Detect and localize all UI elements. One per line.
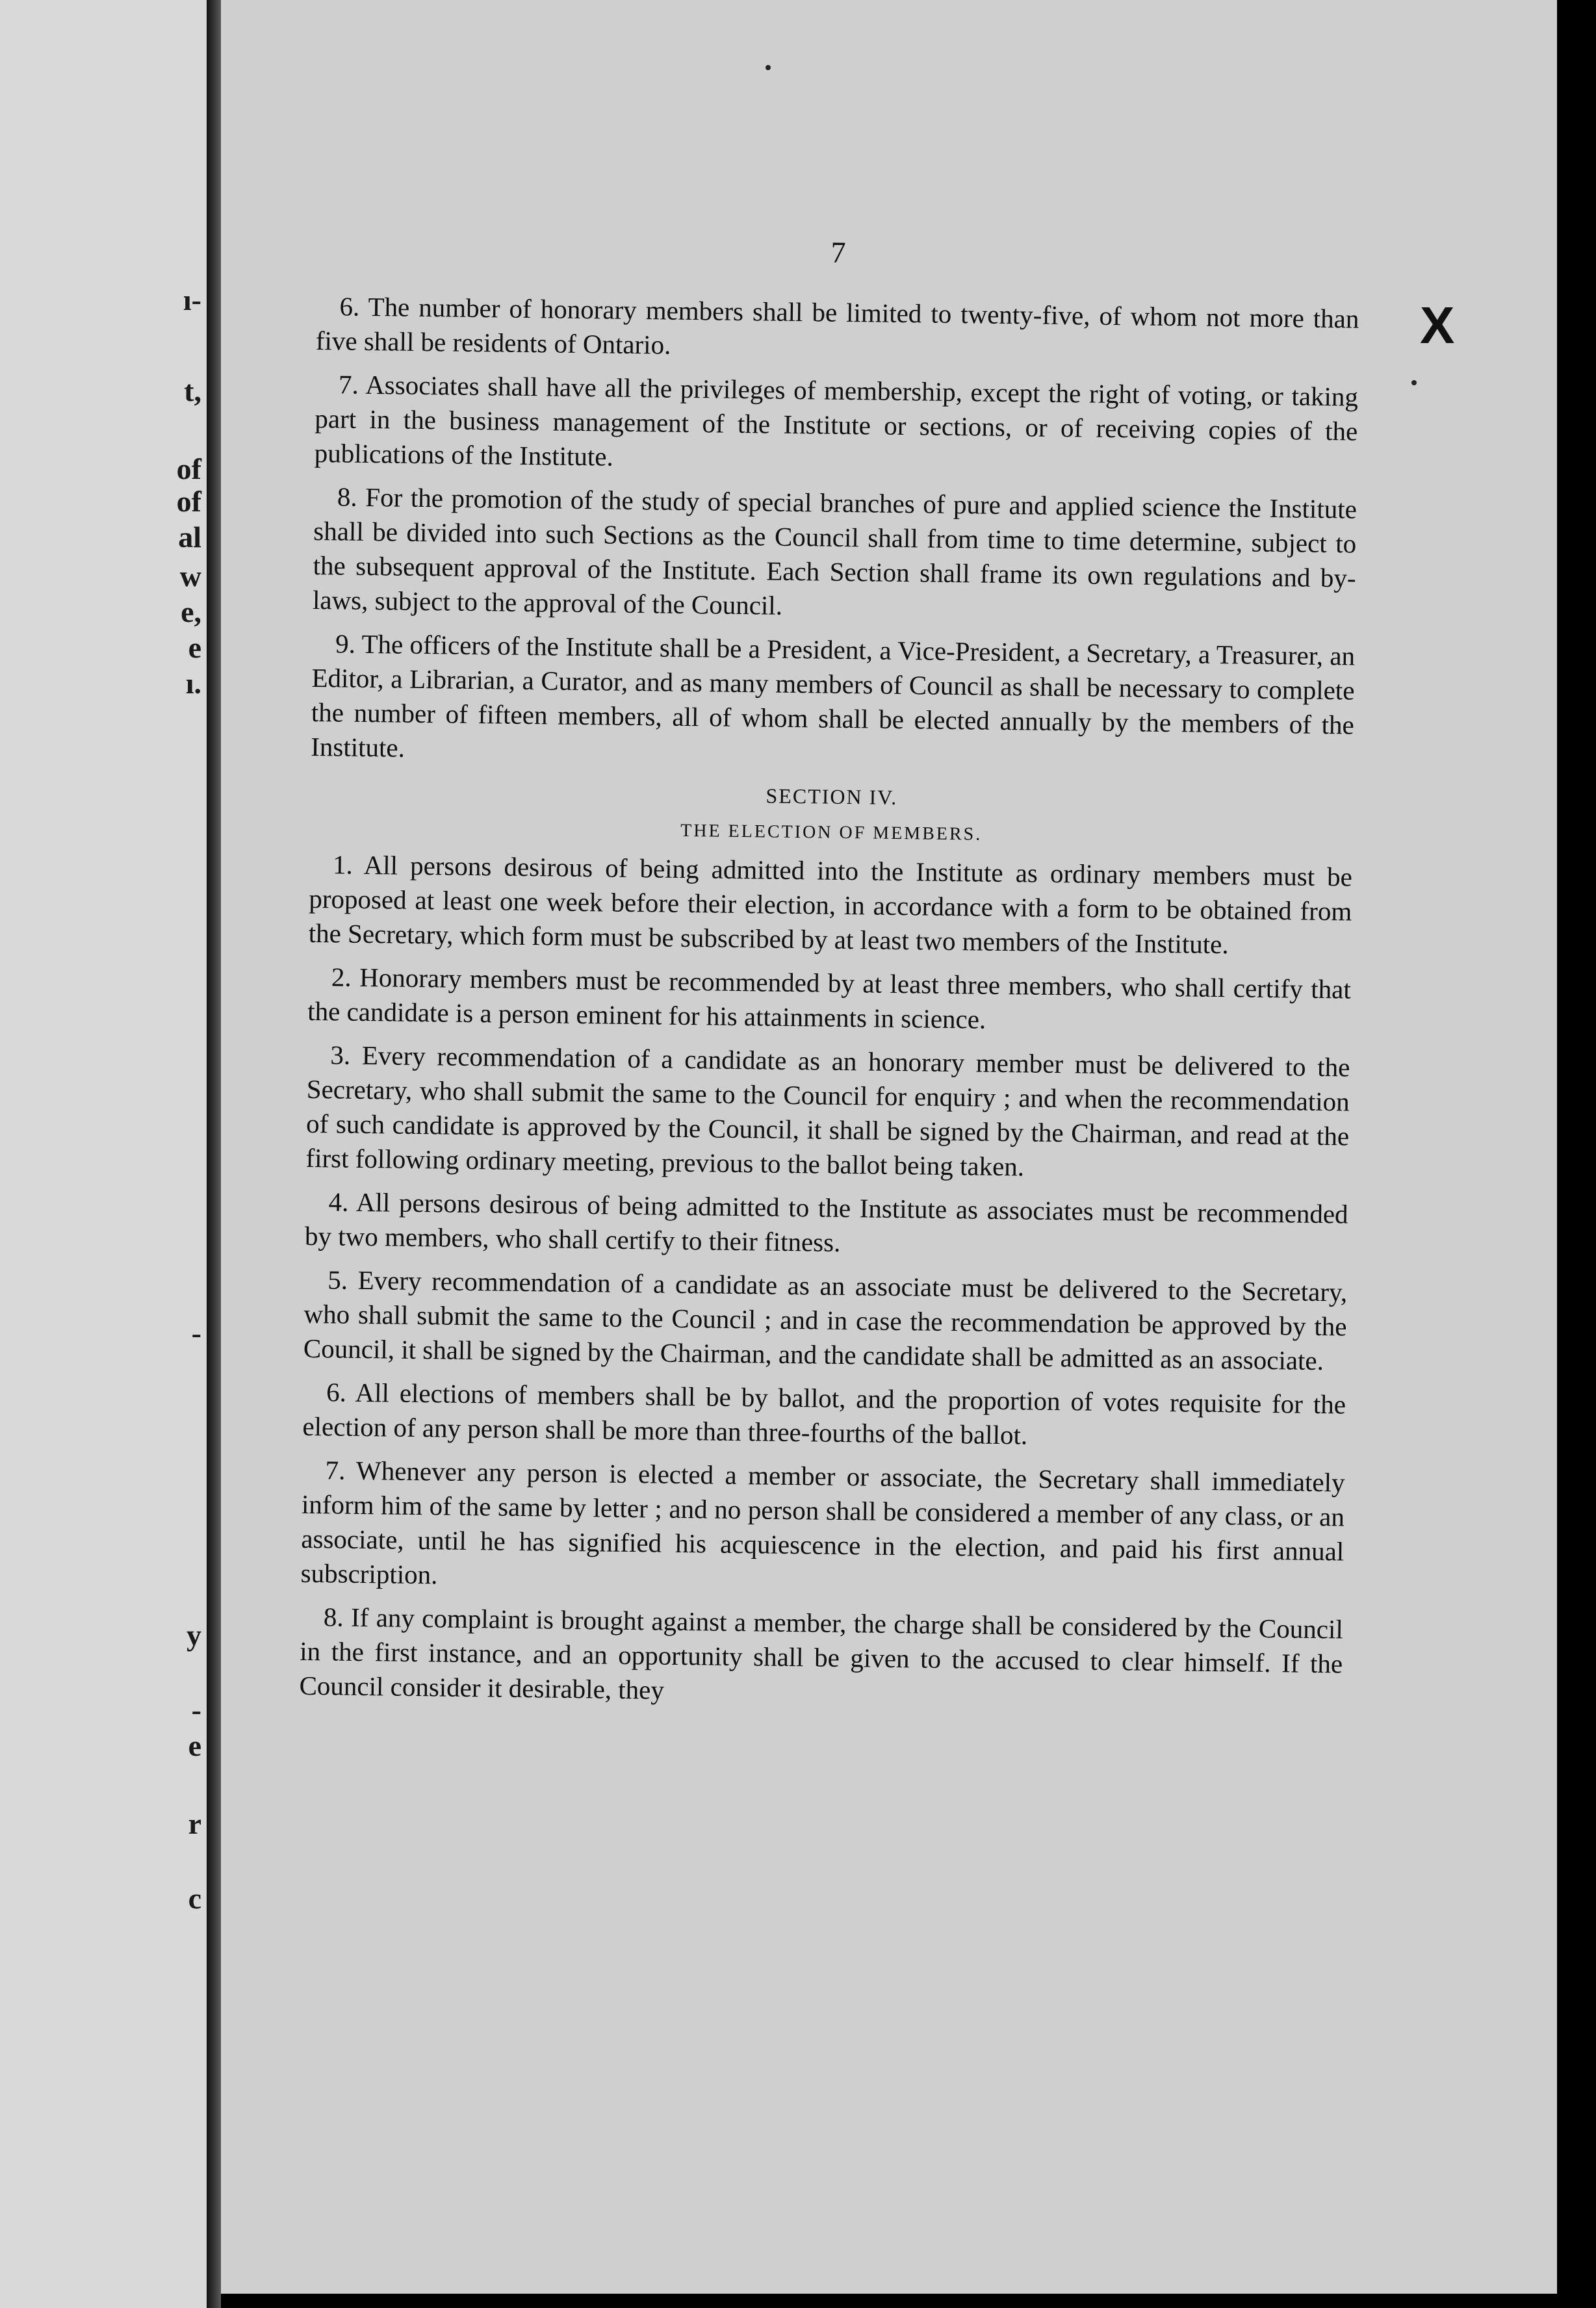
- left-fragment: r: [188, 1807, 201, 1840]
- paragraph: 8. If any complaint is brought against a member, the charge shall be considered by the Council in the first instance, and an opportunity shall be given to the accused to clear himself. If the Council consider it desirable, they: [299, 1602, 1344, 1705]
- paragraph: 3. Every recommendation of a candidate as an honorary member must be delivered to the Secretary, who shall submit the same to the Council for enquiry ; and when the recommendation of such candidate is approved by the Council, it shall be signed by the Chairman, and read at the first following ordinary meeting, previous to the ballot being taken.: [305, 1040, 1350, 1182]
- left-fragment: -: [191, 1693, 201, 1726]
- right-page: [221, 0, 1557, 2294]
- left-fragment: ı.: [185, 667, 201, 700]
- paragraph: 4. All persons desirous of being admitted to the Institute as associates must be recommended by two members, who shall certify to their fitness.: [304, 1186, 1348, 1257]
- left-page: [0, 0, 207, 2308]
- ink-speck: [766, 65, 771, 70]
- paragraph: 8. For the promotion of the study of special branches of pure and applied science the Institute shall be divided into such Sections as the Council shall from time to time determine, subject to the subsequent approval of the Institute. Each Section shall frame its own regulations and by-laws, subject to the approval of the Council.: [312, 481, 1358, 621]
- left-fragment: w: [179, 559, 201, 593]
- left-fragment: e: [188, 631, 201, 664]
- page-text: [299, 229, 1360, 1725]
- left-fragment: t,: [184, 374, 201, 407]
- ink-speck: [1411, 380, 1417, 385]
- section-heading: SECTION IV.: [766, 784, 898, 809]
- paragraph: 1. All persons desirous of being admitted into the Institute as ordinary members must be proposed at least one week before their election, in accordance with a form to be obtained from the Secretary, which form must be subscribed by at least two members of the Institute.: [308, 849, 1353, 960]
- paragraph: 7. Whenever any person is elected a member or associate, the Secretary shall immediately inform him of the same by letter ; and no person shall be considered a member of any class, or an associate, until he has signified his acquiescence in the election, and paid his first annual subscription.: [300, 1455, 1345, 1590]
- left-fragment: of: [176, 485, 201, 518]
- left-fragment: e: [188, 1729, 201, 1762]
- left-fragment: of: [176, 452, 201, 485]
- paragraph: 2. Honorary members must be recommended by at least three members, who shall certify that the candidate is a person eminent for his attainments in science.: [307, 962, 1352, 1034]
- left-page-fragments: [143, 0, 201, 2308]
- left-fragment: c: [188, 1882, 201, 1915]
- left-fragment: y: [187, 1619, 201, 1652]
- paragraph: 5. Every recommendation of a candidate as an associate must be delivered to the Secretary, who shall submit the same to the Council ; and in case the recommendation be approved by the Council, it shall be signed by the Chairman, and the candidate shall be admitted as an associate.: [303, 1264, 1348, 1376]
- paragraph: 6. All elections of members shall be by ballot, and the proportion of votes requisite for the election of any person shall be more than three-fourths of the ballot.: [302, 1377, 1346, 1450]
- paragraph: 6. The number of honorary members shall be limited to twenty-five, of whom not more than five shall be residents of Ontario.: [315, 291, 1359, 360]
- left-fragment: al: [178, 520, 201, 554]
- left-fragment: ı-: [183, 283, 201, 316]
- section-subheading: THE ELECTION OF MEMBERS.: [680, 820, 983, 845]
- page-gutter-shadow: [207, 0, 221, 2308]
- paragraph: 9. The officers of the Institute shall be a President, a Vice-President, a Secretary, a Treasurer, an Editor, a Librarian, a Curator, and as many members of Council as shall be necessary to complete the number of fifteen members, all of whom shall be elected annually by the members of the Institute.: [310, 628, 1356, 763]
- page-number: 7: [830, 235, 846, 269]
- left-fragment: e,: [181, 595, 201, 628]
- scan-border: [1557, 0, 1596, 2308]
- paragraph: 7. Associates shall have all the privileges of membership, except the right of voting, or taking part in the business management of the Institute or sections, or of receiving copies of the publications of the Institute.: [314, 369, 1359, 472]
- left-fragment: -: [191, 1316, 201, 1350]
- margin-x-mark: X: [1420, 296, 1455, 354]
